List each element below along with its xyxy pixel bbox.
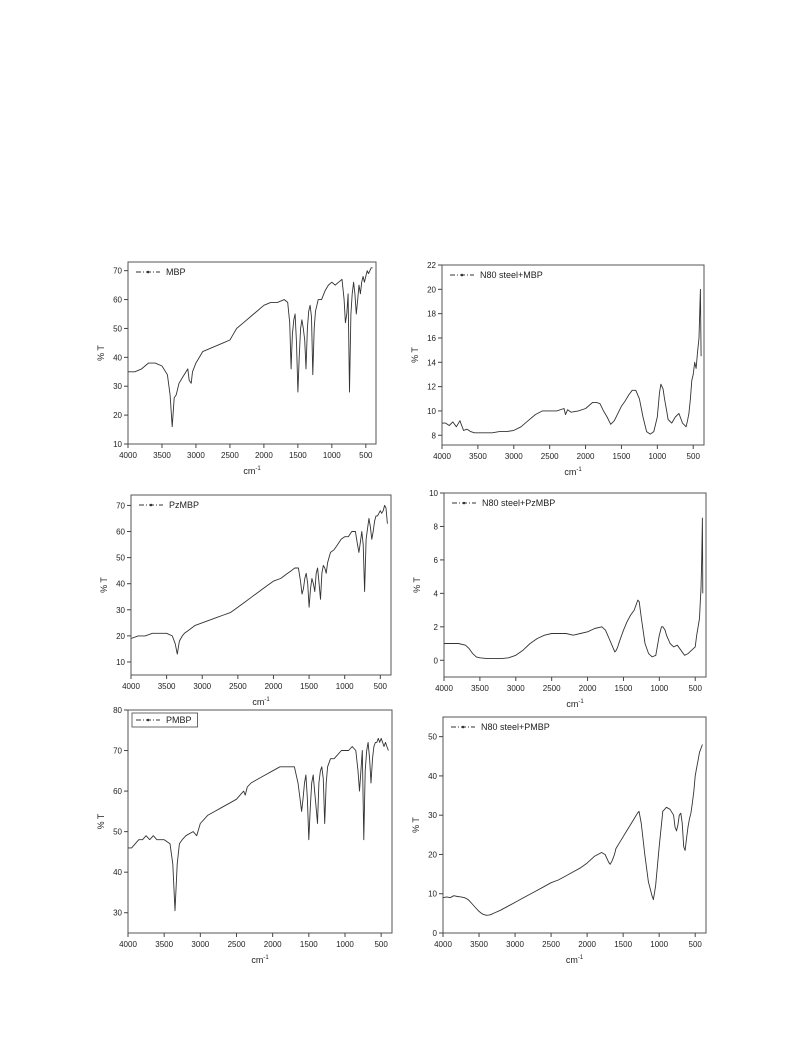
- y-axis-label: % T: [411, 817, 421, 833]
- legend-label: MBP: [166, 267, 186, 277]
- x-tick-label: 500: [686, 452, 700, 461]
- chart-panel-n80-pzmbp: [412, 489, 706, 709]
- x-tick-label: 3000: [506, 940, 524, 949]
- y-tick-label: 50: [116, 553, 125, 563]
- legend: [132, 713, 198, 727]
- y-tick-label: 30: [428, 811, 437, 821]
- y-tick-label: 10: [428, 889, 437, 899]
- x-tick-label: 1500: [614, 940, 633, 949]
- x-tick-label: 2000: [578, 684, 597, 693]
- legend-label: N80 steel+PzMBP: [482, 498, 556, 508]
- y-tick-label: 80: [113, 706, 122, 715]
- plot-frame: [128, 262, 376, 444]
- x-tick-label: 1000: [322, 451, 341, 460]
- x-tick-label: 1500: [300, 682, 318, 691]
- plot-frame: [131, 495, 391, 675]
- x-tick-label: 2000: [254, 451, 273, 460]
- y-tick-label: 18: [427, 309, 436, 319]
- x-tick-label: 2000: [578, 940, 597, 949]
- x-tick-label: 1500: [288, 451, 307, 460]
- x-axis-label: $cm^{-1}$: [243, 466, 261, 476]
- x-tick-label: 3500: [470, 940, 488, 949]
- y-tick-label: 10: [427, 406, 436, 416]
- y-tick-label: 40: [116, 579, 125, 589]
- x-tick-label: 3000: [504, 452, 523, 461]
- x-tick-label: 3500: [470, 684, 489, 693]
- y-axis-label: % T: [96, 813, 106, 830]
- chart-panel-pmbp: [96, 706, 392, 965]
- plot-frame: [442, 265, 704, 445]
- chart-panel-n80-pmbp: [411, 717, 706, 965]
- x-tick-label: 500: [374, 940, 388, 949]
- x-tick-label: 500: [359, 451, 373, 460]
- x-tick-label: 4000: [119, 940, 137, 949]
- chart-panel-mbp: [96, 262, 376, 476]
- x-tick-label: 3500: [153, 451, 171, 460]
- x-tick-label: 4000: [433, 452, 451, 461]
- x-tick-label: 3000: [187, 451, 205, 460]
- legend-marker: [150, 504, 153, 507]
- x-tick-label: 3000: [193, 682, 212, 691]
- legend-label: PMBP: [166, 715, 192, 725]
- x-tick-label: 3500: [468, 452, 487, 461]
- y-tick-label: 70: [116, 501, 125, 511]
- legend: [139, 500, 199, 510]
- x-tick-label: 1000: [650, 684, 669, 693]
- x-tick-label: 3500: [157, 682, 176, 691]
- y-tick-label: 22: [427, 261, 436, 270]
- y-tick-label: 20: [427, 285, 436, 295]
- y-tick-label: 20: [113, 411, 122, 421]
- y-tick-label: 70: [113, 266, 122, 276]
- y-axis-label: % T: [96, 345, 106, 361]
- y-tick-label: 8: [431, 431, 436, 441]
- x-tick-label: 2500: [228, 682, 247, 691]
- y-axis-label: % T: [99, 577, 109, 593]
- legend: [451, 722, 550, 732]
- y-tick-label: 10: [429, 489, 438, 498]
- x-tick-label: 3000: [191, 940, 210, 949]
- y-axis-label: % T: [410, 347, 420, 363]
- x-tick-label: 4000: [435, 684, 453, 693]
- x-tick-label: 3000: [506, 684, 525, 693]
- y-tick-label: 12: [427, 382, 436, 392]
- legend-label: N80 steel+MBP: [480, 270, 543, 280]
- y-tick-label: 40: [428, 771, 437, 781]
- y-tick-label: 30: [116, 605, 125, 615]
- x-axis-label: $cm^{-1}$: [251, 955, 269, 965]
- x-tick-label: 2000: [264, 682, 283, 691]
- y-tick-label: 20: [116, 631, 125, 641]
- y-tick-label: 30: [113, 382, 122, 392]
- y-tick-label: 4: [433, 589, 438, 599]
- y-tick-label: 10: [113, 440, 122, 449]
- x-tick-label: 500: [688, 684, 702, 693]
- x-tick-label: 2000: [263, 940, 282, 949]
- x-tick-label: 1500: [612, 452, 631, 461]
- x-tick-label: 4000: [119, 451, 137, 460]
- y-tick-label: 0: [432, 929, 437, 938]
- legend-marker: [462, 726, 465, 729]
- legend: [450, 270, 543, 280]
- y-tick-label: 50: [113, 827, 122, 837]
- legend-label: PzMBP: [169, 500, 200, 510]
- plot-frame: [443, 717, 706, 933]
- y-tick-label: 6: [433, 555, 438, 565]
- y-tick-label: 20: [428, 850, 437, 860]
- chart-panel-n80-mbp: [410, 261, 704, 477]
- y-tick-label: 50: [428, 732, 437, 742]
- x-tick-label: 500: [688, 940, 702, 949]
- x-axis-label: $cm^{-1}$: [566, 699, 584, 709]
- x-tick-label: 2500: [542, 940, 560, 949]
- x-tick-label: 4000: [434, 940, 452, 949]
- y-axis-label: % T: [412, 577, 422, 593]
- y-tick-label: 0: [433, 656, 438, 666]
- plot-frame: [444, 493, 706, 677]
- x-tick-label: 2500: [221, 451, 239, 460]
- series-line-pmbp: [128, 738, 388, 910]
- legend-marker: [463, 502, 466, 505]
- x-tick-label: 2000: [576, 452, 595, 461]
- x-tick-label: 2500: [542, 684, 561, 693]
- y-tick-label: 2: [433, 622, 438, 632]
- x-tick-label: 2500: [227, 940, 246, 949]
- x-tick-label: 3500: [155, 940, 174, 949]
- x-axis-label: $cm^{-1}$: [252, 697, 270, 707]
- chart-panel-pzmbp: [99, 495, 391, 707]
- series-line-mbp: [128, 268, 373, 427]
- legend: [136, 267, 186, 277]
- y-tick-label: 50: [113, 324, 122, 334]
- x-tick-label: 1000: [335, 682, 354, 691]
- x-tick-label: 1000: [648, 452, 667, 461]
- series-line-n80-mbp: [442, 289, 701, 434]
- y-tick-label: 14: [427, 358, 436, 368]
- y-tick-label: 30: [113, 908, 122, 918]
- plot-frame: [128, 710, 392, 933]
- x-tick-label: 500: [373, 682, 387, 691]
- series-line-n80-pmbp: [443, 745, 702, 916]
- y-tick-label: 10: [116, 657, 125, 667]
- legend-marker: [147, 719, 150, 722]
- series-line-n80-pzmbp: [444, 518, 703, 659]
- legend-label: N80 steel+PMBP: [481, 722, 550, 732]
- legend-marker: [147, 271, 150, 274]
- x-tick-label: 2500: [540, 452, 559, 461]
- y-tick-label: 16: [427, 333, 436, 343]
- y-tick-label: 60: [113, 295, 122, 305]
- legend-marker: [461, 274, 464, 277]
- x-tick-label: 1500: [299, 940, 318, 949]
- y-tick-label: 60: [116, 527, 125, 537]
- x-tick-label: 1000: [650, 940, 669, 949]
- y-tick-label: 70: [113, 746, 122, 756]
- legend: [452, 498, 555, 508]
- y-tick-label: 8: [433, 522, 438, 532]
- x-axis-label: $cm^{-1}$: [565, 955, 584, 965]
- x-axis-label: $cm^{-1}$: [564, 467, 582, 477]
- series-line-pzmbp: [131, 505, 387, 654]
- x-tick-label: 1500: [614, 684, 633, 693]
- y-tick-label: 40: [113, 353, 122, 363]
- y-tick-label: 60: [113, 787, 122, 797]
- x-tick-label: 4000: [122, 682, 140, 691]
- y-tick-label: 40: [113, 868, 122, 878]
- x-tick-label: 1000: [336, 940, 354, 949]
